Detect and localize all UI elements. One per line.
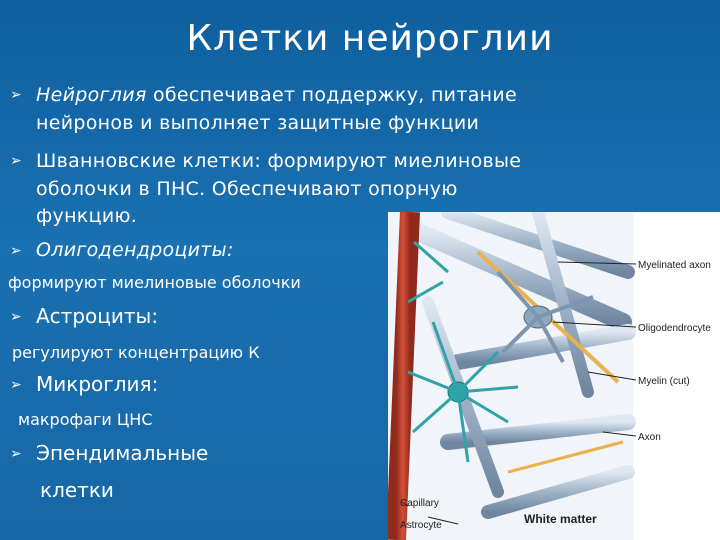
bullet-schwann-line2: оболочки в ПНС. Обеспечивают опорную <box>36 178 458 200</box>
label-axon: Axon <box>638 432 661 443</box>
label-astrocyte: Astrocyte <box>400 520 442 531</box>
bullet-astrocytes: Астроциты: <box>36 304 159 328</box>
arrow-bullet-icon: ➢ <box>10 377 22 393</box>
bullet-schwann-line3: функцию. <box>36 205 138 227</box>
label-myelinated-axon: Myelinated axon <box>638 260 711 271</box>
bullet-schwann-line1: Шванновские клетки: формируют миелиновые <box>36 150 522 172</box>
oligodendrocytes-desc: формируют миелиновые оболочки <box>8 273 301 292</box>
microglia-desc: макрофаги ЦНС <box>18 410 153 429</box>
bullet-microglia: Микроглия: <box>36 372 159 396</box>
astrocytes-desc: регулируют концентрацию К <box>12 343 260 362</box>
slide-title: Клетки нейроглии <box>186 18 554 59</box>
label-myelin: Myelin (cut) <box>638 376 690 387</box>
bullet-text: обеспечивает поддержку, питание <box>146 84 517 106</box>
arrow-bullet-icon: ➢ <box>10 446 22 462</box>
label-oligodendrocyte: Oligodendrocyte <box>638 323 711 334</box>
white-matter-diagram <box>388 212 720 540</box>
arrow-bullet-icon: ➢ <box>10 243 22 259</box>
neuroglia-illustration <box>388 212 720 540</box>
arrow-bullet-icon: ➢ <box>10 87 22 103</box>
bullet-neuroglia-line2: нейронов и выполняет защитные функции <box>36 112 480 134</box>
label-white-matter: White matter <box>524 512 597 526</box>
bullet-oligodendrocytes: Олигодендроциты: <box>36 239 234 261</box>
bullet-ependymal-line1: Эпендимальные <box>36 441 209 465</box>
label-capillary: Capillary <box>400 498 439 509</box>
bullet-neuroglia <box>36 84 517 106</box>
term-neuroglia: Нейроглия <box>36 84 147 106</box>
capillary-vessel <box>396 212 410 540</box>
bullet-ependymal-line2: клетки <box>40 478 114 502</box>
arrow-bullet-icon: ➢ <box>10 153 22 169</box>
arrow-bullet-icon: ➢ <box>10 309 22 325</box>
